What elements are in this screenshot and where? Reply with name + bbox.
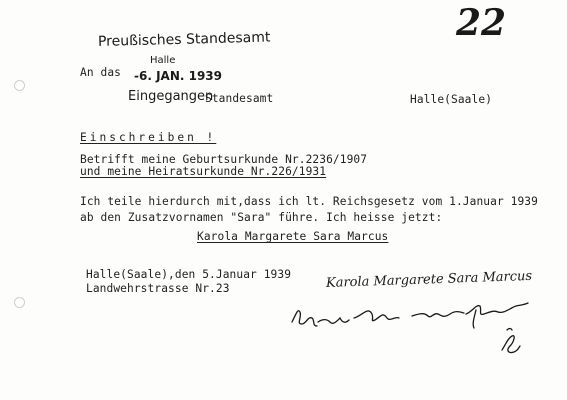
body-line1: Ich teile hierdurch mit,dass ich lt. Reichsgesetz vom 1.Januar 1939 [80,195,538,208]
signature: Karola Margarete Sara Marcus [325,268,533,291]
body-line2: ab den Zusatzvornamen "Sara" führe. Ich heisse jetzt: [80,211,443,224]
subject-line2: und meine Heiratsurkunde Nr.226/1931 [80,165,327,178]
recipient-line1: An das [80,66,122,79]
stamp-received: Eingegangen [128,89,214,104]
stamp-city: Halle [150,55,176,66]
folio-number: 22 [456,2,507,44]
recipient-line2: Standesamt [205,92,274,105]
place-header: Halle(Saale) [410,93,493,106]
stamp-office: Preußisches Standesamt [97,29,271,50]
heading: Einschreiben ! [80,131,217,144]
body-name: Karola Margarete Sara Marcus [197,230,389,243]
closing-address: Landwehrstrasse Nr.23 [86,282,230,295]
closing-place-date: Halle(Saale),den 5.Januar 1939 [86,268,292,281]
stamp-date: -6. JAN. 1939 [134,69,222,83]
subject-line1: Betrifft meine Geburtsurkunde Nr.2236/1907 [80,153,368,166]
